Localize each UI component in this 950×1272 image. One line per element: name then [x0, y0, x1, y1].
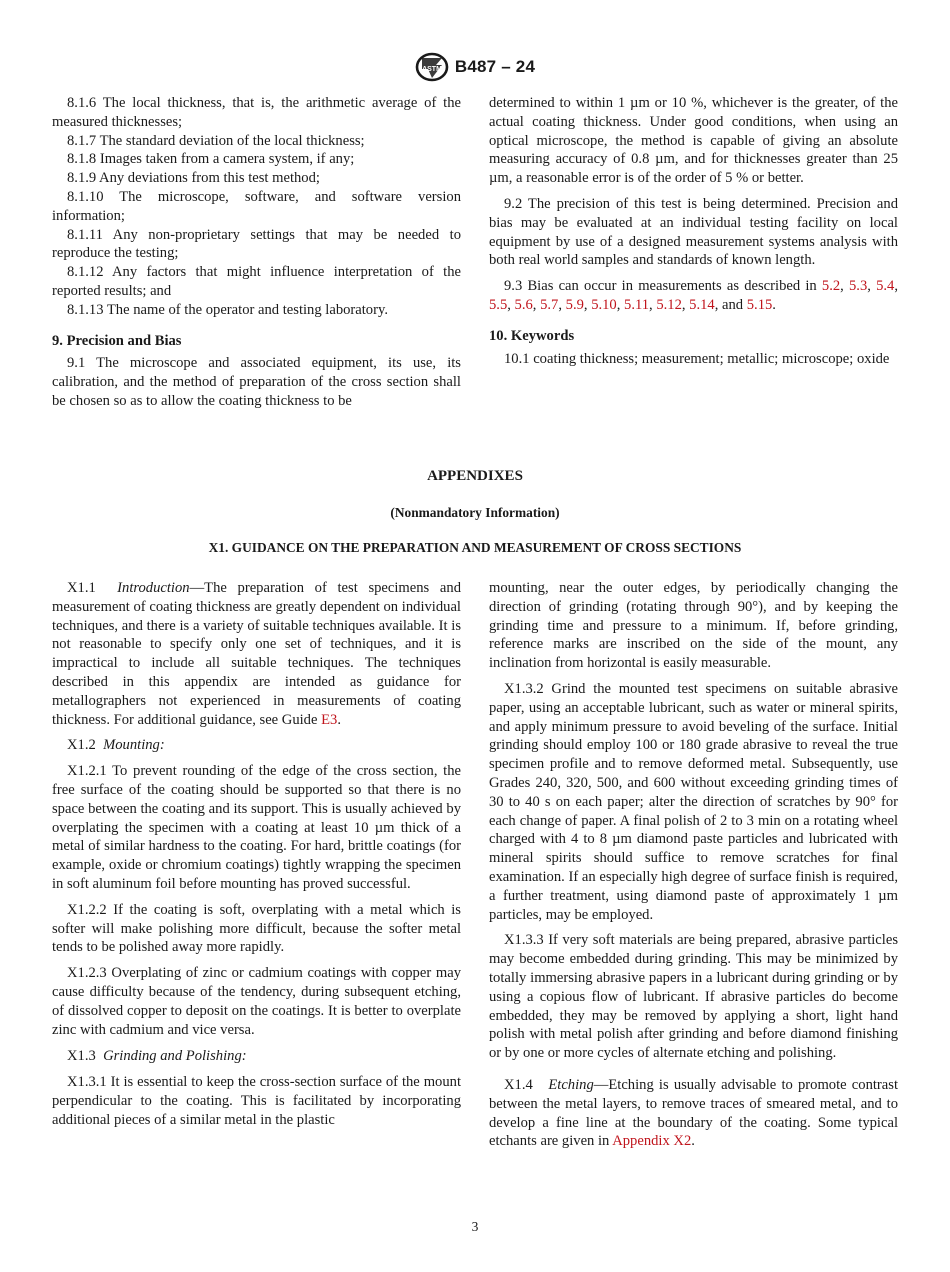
para-8-1-7: 8.1.7 The standard deviation of the local thickness; [67, 132, 365, 149]
page-header [0, 52, 950, 82]
astm-logo-icon [415, 52, 449, 82]
para-x1-3-3: X1.3.3 If very soft materials are being prepared, abrasive particles may become embedded during grinding. This may be minimized by totally immersing abrasive papers in a lubricant during grinding or by using a copious flow of lubricant. If abrasive particles do become embedded, they may be removed by applying a short, light hand polish with metal polish after grinding and before diamond finishing or by one or more cycles of alternate etching and polishing. [489, 932, 898, 1062]
para-x1-2-2: X1.2.2 If the coating is soft, overplating with a metal which is softer will make polishing more difficult, because the softer metal tends to be polished away more rapidly. [52, 901, 461, 956]
para-8-1-8: 8.1.8 Images taken from a camera system, if any; [67, 151, 355, 168]
para-8-1-9: 8.1.9 Any deviations from this test method; [67, 170, 320, 187]
nonmandatory-subtitle: (Nonmandatory Information) [390, 505, 560, 520]
para-8-1-10: 8.1.10 The microscope, software, and software version information; [52, 188, 461, 224]
svg-text:ASTM: ASTM [421, 66, 442, 73]
para-9-3-text: 9.3 Bias can occur in measurements as described in [504, 278, 822, 295]
para-9-1-cont: determined to within 1 µm or 10 %, whichever is the greater, of the actual coating thickness. Under good conditions, when using an optical microscope, the method is capable of giving an absolute measuring accuracy of 0.8 µm, and for thicknesses greater than 25 µm, a reasonable error is of the order of 5 % or better. [489, 95, 898, 187]
ref-5-2[interactable]: 5.2 [821, 278, 841, 295]
x1-2-title: Mounting: [103, 737, 165, 754]
para-x1-3 [52, 1047, 461, 1066]
ref-5-6[interactable]: 5.6 [514, 296, 533, 313]
ref-5-5[interactable]: 5.5 [489, 296, 508, 313]
ref-5-12[interactable]: 5.12 [656, 296, 682, 313]
para-x1-3-1-cont: mounting, near the outer edges, by periodically changing the direction of grinding (rotating through 90°), and by keeping the grinding time and pressure to a minimum. If, before grinding, reference marks are inscribed on the side of the mount, any inclination from horizontal is easily measurable. [489, 580, 898, 672]
para-x1-3-1: X1.3.1 It is essential to keep the cross-section surface of the mount perpendicular to the coating. This is facilitated by incorporating additional pieces of a similar metal in the plastic [52, 1074, 461, 1128]
para-8-1-13: 8.1.13 The name of the operator and testing laboratory. [67, 301, 388, 318]
ref-5-15[interactable]: 5.15 [746, 296, 773, 313]
x1-2-number: X1.2 [67, 737, 96, 754]
x1-4-end: . [691, 1133, 695, 1150]
x1-1-number: X1.1 [67, 580, 96, 596]
upper-left-column [52, 94, 461, 411]
x1-title: X1. GUIDANCE ON THE PREPARATION AND MEASUREMENT OF CROSS SECTIONS [208, 540, 742, 555]
x1-1-title: Introduction [117, 580, 190, 596]
para-9-2: 9.2 The precision of this test is being determined. Precision and bias may be evaluated at an individual testing facility on local equipment by use of a designed measurement systems analysis with both real world samples and standards of known length. [489, 195, 898, 269]
x1-3-number: X1.3 [67, 1048, 96, 1065]
ref-5-3[interactable]: 5.3 [849, 278, 868, 295]
ref-5-11[interactable]: 5.11 [624, 296, 650, 313]
para-x1-2-3: X1.2.3 Overplating of zinc or cadmium coatings with copper may cause difficulty because of the tendency, during subsequent etching, of dissolved copper to deposit on the coatings. It is better to overplate zinc with cadmium and vice versa. [52, 965, 461, 1038]
ref-5-14[interactable]: 5.14 [689, 296, 715, 313]
ref-5-7[interactable]: 5.7 [540, 296, 559, 313]
para-9-1: 9.1 The microscope and associated equipment, its use, its calibration, and the method of preparation of the cross section shall be chosen so as to allow the coating thickness to be [52, 355, 461, 409]
para-x1-3-2: X1.3.2 Grind the mounted test specimens on suitable abrasive paper, using an acceptable lubricant, such as water or mineral spirits, and apply minimum pressure to avoid beveling of the surface. Initial grinding should employ 100 or 180 grade abrasive to reveal the true specimen profile and to remove deformed metal. Subsequently, use Grades 240, 320, 500, and 600 without exceeding grinding times of 30 to 40 s on each paper; alter the direction of scratches by 90° for each change of paper. A final polish of 2 to 3 min on a rotating wheel charged with 4 to 8 µm diamond paste particles and lubricated with mineral spirits should suffice to remove scratches for final examination. If an especially high degree of surface finish is required, a further treatment, using diamond paste of approximately 1 µm particles, may be employed. [489, 680, 898, 923]
section-9-heading: 9. Precision and Bias [52, 332, 182, 349]
para-9-3-and: , and [714, 296, 747, 313]
para-x1-1 [52, 579, 461, 729]
para-x1-4 [489, 1076, 898, 1151]
ref-5-4[interactable]: 5.4 [876, 278, 895, 295]
para-x1-2 [52, 736, 461, 755]
section-10-heading: 10. Keywords [489, 327, 575, 344]
ref-5-10[interactable]: 5.10 [591, 296, 617, 313]
ref-guide-e3[interactable]: E3 [321, 711, 338, 728]
lower-left-column [52, 579, 461, 1130]
para-x1-2-1: X1.2.1 To prevent rounding of the edge of the cross section, the free surface of the coating should be supported so that there is no space between the coating and its support. This is usually achieved by overplating the specimen with a coating at least 10 µm thick of a metal of similar hardness to the coating. For hard, brittle coatings (for example, oxide or chromium coatings) tightly wrapping the specimen in soft aluminum foil before mounting has proved successful. [52, 763, 461, 892]
x1-4-text: —Etching is usually advisable to promote contrast between the metal layers, to remove traces of smeared metal, and to develop a fine line at the boundary of the coating. Some typical etchants are given in [489, 1076, 898, 1150]
x1-1-end: . [337, 711, 341, 728]
para-9-3: 9.3 Bias can occur in measurements as described in 5.2, 5.3, 5.4, 5.5, 5.6, 5.7, 5.9, 5.10, 5.11, 5.12, 5.14, and 5.15. [489, 278, 899, 313]
appendixes-title: APPENDIXES [427, 468, 523, 484]
x1-4-title: Etching [548, 1076, 594, 1093]
x1-1-text: —The preparation of test specimens and measurement of coating thickness are greatly dependent on individual techniques, and there is a variety of suitable techniques available. It is not reasonable to specify only one set of techniques, and it is impractical to include all suitable techniques. The techniques described in this appendix are intended as guidance for metallographers not experienced in measurements of coating thickness. For additional guidance, see Guide [52, 580, 461, 728]
upper-right-column [489, 94, 898, 368]
para-8-1-12: 8.1.12 Any factors that might influence interpretation of the reported results; and [52, 264, 461, 299]
x1-3-title: Grinding and Polishing: [103, 1048, 247, 1065]
lower-right-column [489, 579, 898, 1151]
para-8-1-6: 8.1.6 The local thickness, that is, the arithmetic average of the measured thicknesses; [52, 95, 461, 130]
para-10-1: 10.1 coating thickness; measurement; metallic; microscope; oxide [504, 350, 890, 367]
ref-5-9[interactable]: 5.9 [565, 296, 584, 313]
para-9-3-end: . [772, 296, 776, 313]
standard-id: B487 – 24 [454, 56, 536, 76]
x1-4-number: X1.4 [504, 1076, 533, 1093]
page-number: 3 [471, 1219, 479, 1234]
ref-appendix-x2[interactable]: Appendix X2 [612, 1133, 692, 1150]
para-8-1-11: 8.1.11 Any non-proprietary settings that may be needed to reproduce the testing; [52, 226, 461, 262]
